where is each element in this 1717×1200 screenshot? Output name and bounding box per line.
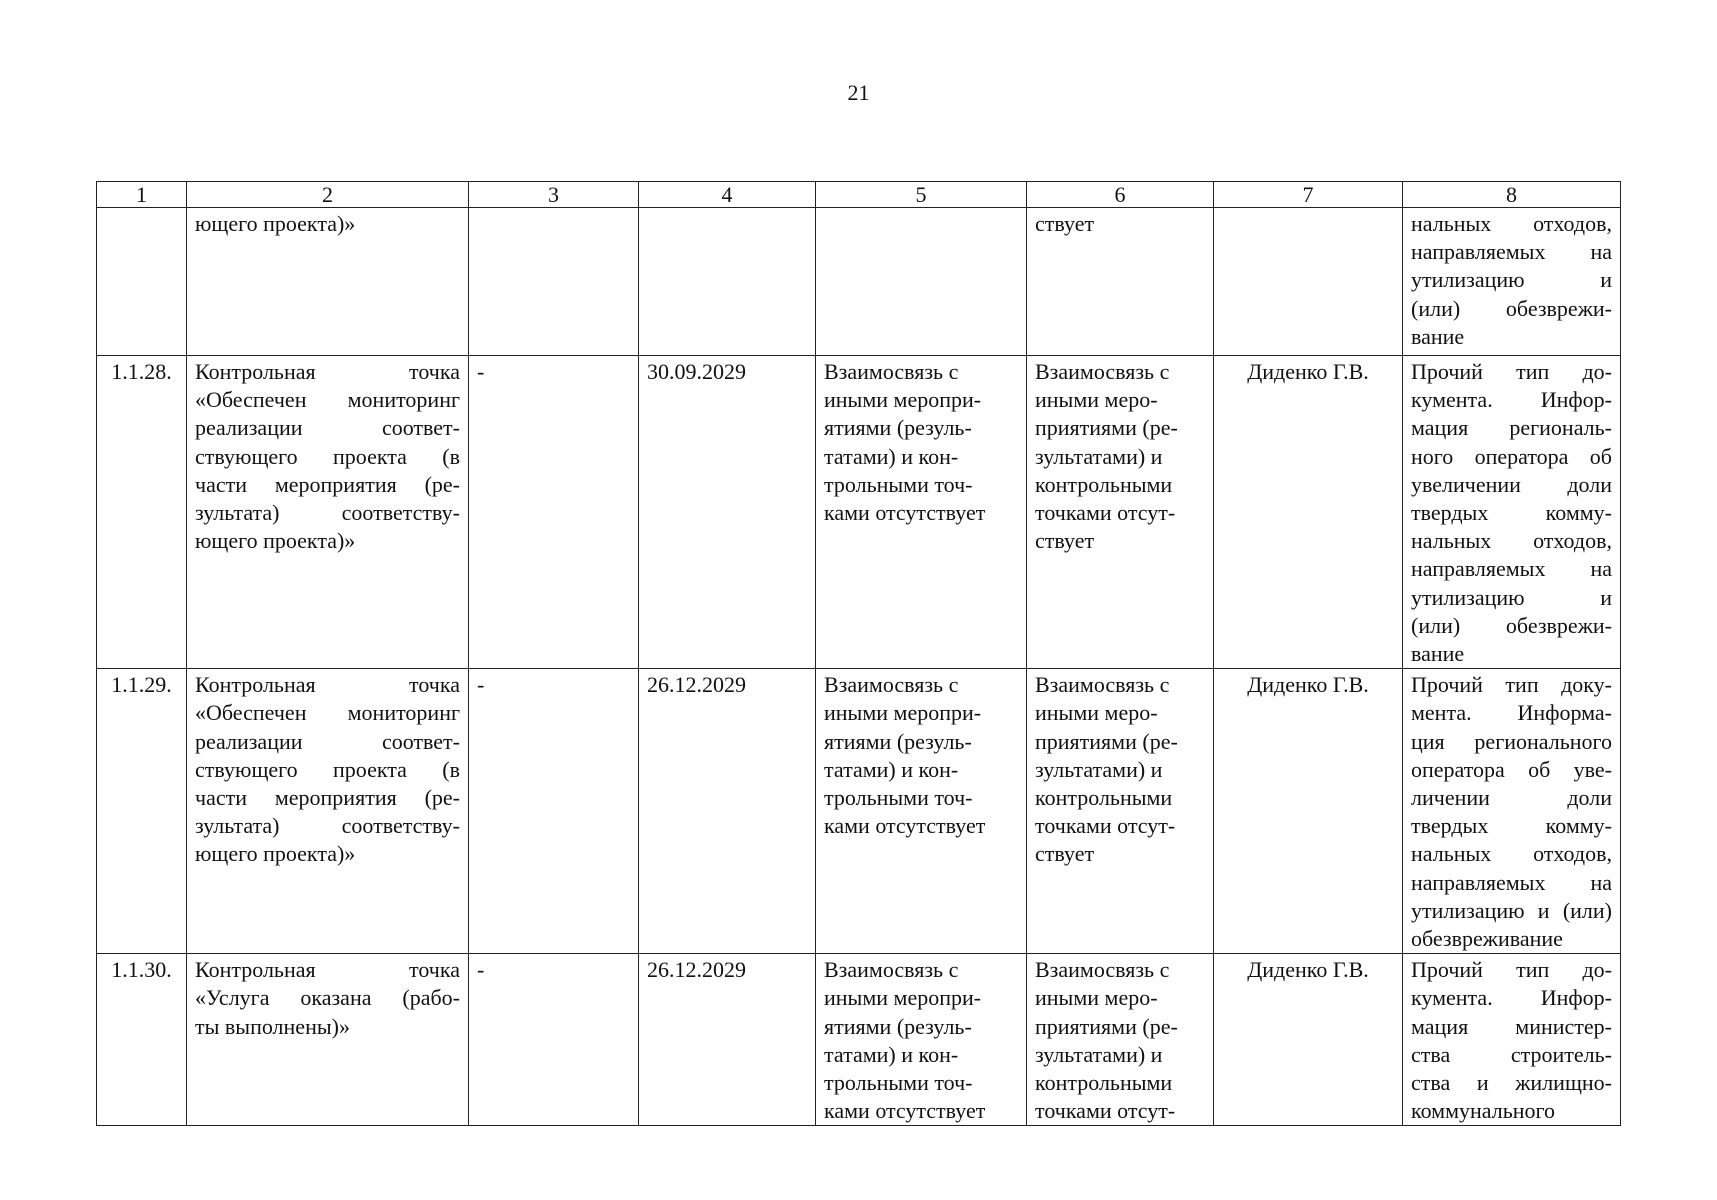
cell-line: вание bbox=[1411, 323, 1465, 349]
cell-line: иными меро- bbox=[1035, 387, 1158, 413]
cell-line: зультатами) и bbox=[1035, 1041, 1163, 1067]
relation-cell-2 bbox=[1027, 669, 1214, 954]
cell-line: ствует bbox=[1035, 211, 1095, 236]
responsible-cell: Диденко Г.В. bbox=[1214, 669, 1403, 954]
relation-cell bbox=[816, 669, 1027, 954]
cell-line: мента. Информа- bbox=[1411, 700, 1612, 726]
cell-line: ства строитель- bbox=[1411, 1041, 1612, 1067]
responsible-cell: Диденко Г.В. bbox=[1214, 954, 1403, 1126]
cell-line: зультатами) и bbox=[1035, 756, 1163, 782]
cell-line: твердых комму- bbox=[1411, 500, 1612, 526]
cell-line: части мероприятия (ре- bbox=[195, 471, 460, 497]
cell-line: Прочий тип доку- bbox=[1411, 672, 1612, 698]
cell-line: Прочий тип до- bbox=[1411, 359, 1612, 384]
cell-line: части мероприятия (ре- bbox=[195, 785, 460, 811]
cell-line: татами) и кон- bbox=[824, 443, 959, 469]
cell-line: зультата) соответству- bbox=[195, 500, 460, 526]
cell-line: (или) обезврежи- bbox=[1411, 295, 1612, 321]
cell-line: утилизацию и (или) bbox=[1411, 897, 1612, 923]
cell-line: трольными точ- bbox=[824, 785, 973, 811]
cell-line: ция регионального bbox=[1411, 728, 1612, 754]
page-number: 21 bbox=[847, 80, 870, 105]
cell-line: коммунального bbox=[1411, 1098, 1555, 1124]
cell-line: Взаимосвязь с bbox=[1035, 359, 1170, 384]
document-cell bbox=[1403, 208, 1621, 356]
plan-table bbox=[96, 181, 1621, 1126]
cell-line: приятиями (ре- bbox=[1035, 1013, 1178, 1039]
relation-cell bbox=[816, 356, 1027, 669]
cell-line: реализации соответ- bbox=[195, 728, 460, 754]
event-name-cell bbox=[187, 356, 469, 669]
cell-line: нальных отходов, bbox=[1411, 528, 1612, 554]
col3-cell: - bbox=[469, 356, 639, 669]
cell-line: иными меропри- bbox=[824, 387, 982, 413]
cell-line: Взаимосвязь с bbox=[824, 359, 959, 384]
cell-line: ятиями (резуль- bbox=[824, 728, 972, 754]
cell-line: иными меро- bbox=[1035, 985, 1158, 1011]
column-header: 4 bbox=[639, 182, 816, 208]
cell-line: оператора об уве- bbox=[1411, 756, 1612, 782]
cell-line: трольными точ- bbox=[824, 1070, 973, 1096]
cell-line: ствующего проекта (в bbox=[195, 443, 460, 469]
cell-line: ятиями (резуль- bbox=[824, 1013, 972, 1039]
cell-line: Контрольная точка bbox=[195, 957, 460, 983]
event-name-cell bbox=[187, 669, 469, 954]
relation-cell bbox=[816, 208, 1027, 356]
cell-line: направляемых на bbox=[1411, 869, 1612, 895]
cell-line: твердых комму- bbox=[1411, 813, 1612, 839]
date-cell: 30.09.2029 bbox=[639, 356, 816, 669]
cell-line: контрольными bbox=[1035, 785, 1173, 811]
relation-cell-2 bbox=[1027, 356, 1214, 669]
row-number-cell: 1.1.28. bbox=[97, 356, 187, 669]
cell-line: точками отсут- bbox=[1035, 813, 1176, 839]
row-number-cell: 1.1.30. bbox=[97, 954, 187, 1126]
cell-line: обезвреживание bbox=[1411, 926, 1563, 952]
cell-line: (или) обезврежи- bbox=[1411, 612, 1612, 638]
column-number-header-row bbox=[97, 182, 1621, 208]
cell-line: кумента. Инфор- bbox=[1411, 387, 1612, 413]
column-header: 8 bbox=[1403, 182, 1621, 208]
col3-cell: - bbox=[469, 954, 639, 1126]
relation-cell bbox=[816, 954, 1027, 1126]
table-row bbox=[97, 208, 1621, 356]
cell-line: мация министер- bbox=[1411, 1013, 1612, 1039]
row-number-cell bbox=[97, 208, 187, 356]
cell-line: татами) и кон- bbox=[824, 1041, 959, 1067]
cell-line: приятиями (ре- bbox=[1035, 415, 1178, 441]
cell-line: Взаимосвязь с bbox=[1035, 957, 1170, 983]
cell-line: мация региональ- bbox=[1411, 415, 1612, 441]
date-cell: 26.12.2029 bbox=[639, 954, 816, 1126]
cell-line: «Обеспечен мониторинг bbox=[195, 700, 460, 726]
document-cell bbox=[1403, 669, 1621, 954]
cell-line: иными меропри- bbox=[824, 985, 982, 1011]
cell-line: контрольными bbox=[1035, 471, 1173, 497]
cell-line: Взаимосвязь с bbox=[1035, 672, 1170, 698]
cell-line: Взаимосвязь с bbox=[824, 957, 959, 983]
cell-line: контрольными bbox=[1035, 1070, 1173, 1096]
document-cell bbox=[1403, 356, 1621, 669]
column-header: 2 bbox=[187, 182, 469, 208]
cell-line: нальных отходов, bbox=[1411, 211, 1612, 236]
cell-line: ствует bbox=[1035, 528, 1095, 554]
cell-line: направляемых на bbox=[1411, 239, 1612, 265]
cell-line: зультатами) и bbox=[1035, 443, 1163, 469]
cell-line: ками отсутствует bbox=[824, 500, 986, 526]
cell-line: личении доли bbox=[1411, 785, 1612, 811]
relation-cell-2 bbox=[1027, 954, 1214, 1126]
cell-line: «Обеспечен мониторинг bbox=[195, 387, 460, 413]
cell-line: Прочий тип до- bbox=[1411, 957, 1612, 983]
date-cell bbox=[639, 208, 816, 356]
cell-line: точками отсут- bbox=[1035, 1098, 1176, 1124]
cell-line: Взаимосвязь с bbox=[824, 672, 959, 698]
cell-line: ствует bbox=[1035, 841, 1095, 867]
column-header: 5 bbox=[816, 182, 1027, 208]
table-row bbox=[97, 356, 1621, 669]
cell-line: кумента. Инфор- bbox=[1411, 985, 1612, 1011]
cell-line: ющего проекта)» bbox=[195, 841, 356, 867]
cell-line: зультата) соответству- bbox=[195, 813, 460, 839]
cell-line: татами) и кон- bbox=[824, 756, 959, 782]
col3-cell: - bbox=[469, 669, 639, 954]
cell-line: нальных отходов, bbox=[1411, 841, 1612, 867]
cell-line: приятиями (ре- bbox=[1035, 728, 1178, 754]
cell-line: точками отсут- bbox=[1035, 500, 1176, 526]
cell-line: ствующего проекта (в bbox=[195, 756, 460, 782]
date-cell: 26.12.2029 bbox=[639, 669, 816, 954]
column-header: 7 bbox=[1214, 182, 1403, 208]
cell-line: ты выполнены)» bbox=[195, 1013, 350, 1039]
cell-line: увеличении доли bbox=[1411, 471, 1612, 497]
cell-line: иными меро- bbox=[1035, 700, 1158, 726]
cell-line: ками отсутствует bbox=[824, 1098, 986, 1124]
cell-line: ятиями (резуль- bbox=[824, 415, 972, 441]
event-name-cell bbox=[187, 954, 469, 1126]
cell-line: Контрольная точка bbox=[195, 359, 460, 384]
cell-line: трольными точ- bbox=[824, 471, 973, 497]
column-header: 3 bbox=[469, 182, 639, 208]
relation-cell-2 bbox=[1027, 208, 1214, 356]
col3-cell bbox=[469, 208, 639, 356]
event-name-cell bbox=[187, 208, 469, 356]
cell-line: ющего проекта)» bbox=[195, 528, 356, 554]
cell-line: ного оператора об bbox=[1411, 443, 1612, 469]
cell-line: иными меропри- bbox=[824, 700, 982, 726]
column-header: 1 bbox=[97, 182, 187, 208]
responsible-cell: Диденко Г.В. bbox=[1214, 356, 1403, 669]
cell-line: ства и жилищно- bbox=[1411, 1070, 1612, 1096]
cell-line: «Услуга оказана (рабо- bbox=[195, 985, 460, 1011]
row-number-cell: 1.1.29. bbox=[97, 669, 187, 954]
cell-line: утилизацию и bbox=[1411, 584, 1612, 610]
responsible-cell bbox=[1214, 208, 1403, 356]
cell-line: ками отсутствует bbox=[824, 813, 986, 839]
column-header: 6 bbox=[1027, 182, 1214, 208]
cell-line: утилизацию и bbox=[1411, 267, 1612, 293]
cell-line: Контрольная точка bbox=[195, 672, 460, 698]
cell-line: ющего проекта)» bbox=[195, 211, 356, 236]
cell-line: вание bbox=[1411, 641, 1465, 667]
document-cell bbox=[1403, 954, 1621, 1126]
table-row bbox=[97, 669, 1621, 954]
cell-line: направляемых на bbox=[1411, 556, 1612, 582]
table-row bbox=[97, 954, 1621, 1126]
cell-line: реализации соответ- bbox=[195, 415, 460, 441]
